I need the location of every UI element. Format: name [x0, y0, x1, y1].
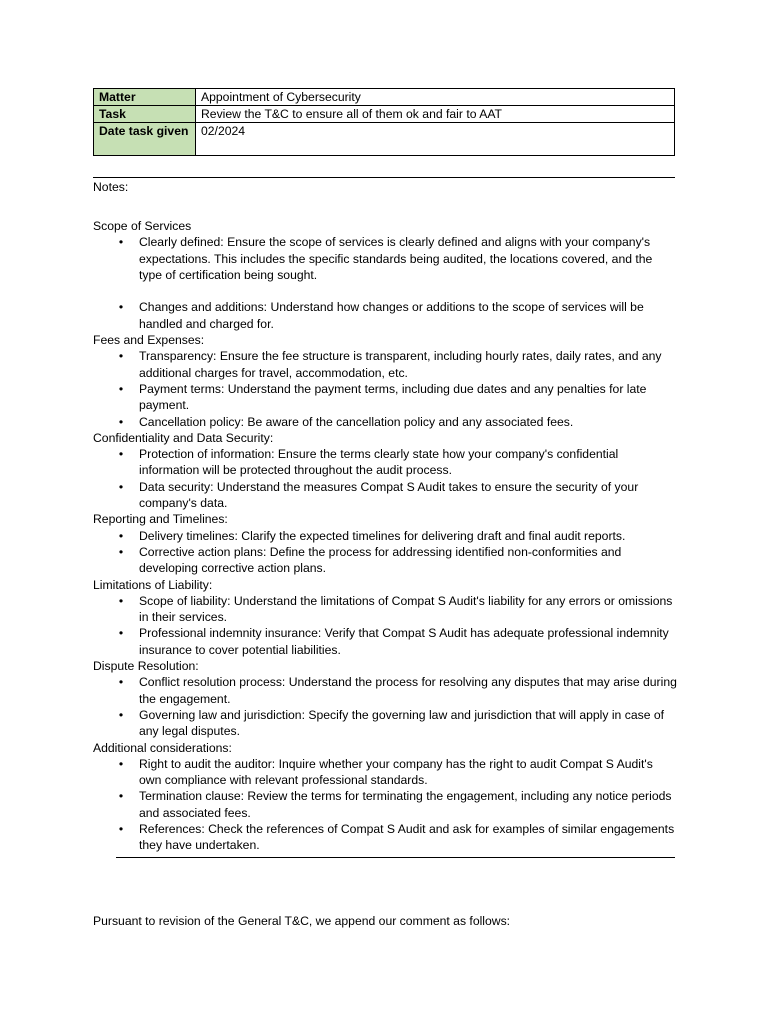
- confidentiality-list: [93, 446, 678, 511]
- list-item: • Transparency: Ensure the fee structure is transparent, including hourly rates, daily rates, and any additional charges for travel, accommodation, etc.: [139, 348, 678, 381]
- list-item: • References: Check the references of Compat S Audit and ask for examples of similar engagements they have undertaken.: [139, 821, 678, 854]
- bullet-icon: •: [118, 756, 124, 771]
- bullet-icon: •: [118, 544, 124, 559]
- task-info-table: [93, 88, 675, 156]
- list-item: • Cancellation policy: Be aware of the cancellation policy and any associated fees.: [139, 414, 678, 430]
- section-heading-dispute: Dispute Resolution:: [93, 659, 199, 674]
- reporting-list: [93, 528, 678, 577]
- table-row: [94, 89, 675, 106]
- section-heading-additional: Additional considerations:: [93, 740, 232, 755]
- scope-list-continued: [93, 299, 678, 332]
- fees-list: [93, 348, 678, 429]
- list-item: • Corrective action plans: Define the process for addressing identified non-conformities and developing corrective action plans.: [139, 544, 678, 577]
- list-item: • Termination clause: Review the terms for terminating the engagement, including any notice periods and associated fees.: [139, 788, 678, 821]
- bullet-icon: •: [118, 528, 124, 543]
- list-item: • Governing law and jurisdiction: Specify the governing law and jurisdiction that will apply in case of any legal disputes.: [139, 707, 678, 740]
- bullet-icon: •: [118, 381, 124, 396]
- bullet-icon: •: [118, 821, 124, 836]
- task-label: Task: [94, 106, 196, 123]
- notes-label: Notes:: [93, 180, 129, 194]
- section-heading-reporting: Reporting and Timelines:: [93, 512, 228, 527]
- scope-list: [93, 234, 678, 283]
- pursuant-paragraph: Pursuant to revision of the General T&C, we append our comment as follows:: [93, 914, 511, 928]
- list-item: • Protection of information: Ensure the terms clearly state how your company's confidential information will be protected throughout the audit process.: [139, 446, 678, 479]
- bullet-icon: •: [118, 479, 124, 494]
- date-task-given-label: Date task given: [94, 123, 196, 156]
- section-heading-scope: Scope of Services: [93, 219, 192, 233]
- section-heading-liability: Limitations of Liability:: [93, 577, 213, 592]
- bullet-icon: •: [118, 675, 124, 690]
- bullet-icon: •: [118, 593, 124, 608]
- task-value: Review the T&C to ensure all of them ok and fair to AAT: [196, 106, 675, 123]
- list-item: • Data security: Understand the measures Compat S Audit takes to ensure the security of your company's data.: [139, 479, 678, 512]
- spacer: [93, 283, 678, 299]
- list-item: • Conflict resolution process: Understand the process for resolving any disputes that may arise during the engagement.: [139, 674, 678, 707]
- table-row: [94, 123, 675, 156]
- additional-list: [93, 756, 678, 854]
- bullet-icon: •: [118, 447, 124, 462]
- list-item: • Delivery timelines: Clarify the expected timelines for delivering draft and final audit reports.: [139, 528, 678, 544]
- table-row: [94, 106, 675, 123]
- list-item: • Clearly defined: Ensure the scope of services is clearly defined and aligns with your company's expectations. This includes the specific standards being audited, the locations covered, and the type of certification being sought.: [139, 234, 678, 283]
- matter-value: Appointment of Cybersecurity: [196, 89, 675, 106]
- liability-list: [93, 593, 678, 658]
- list-item: • Changes and additions: Understand how changes or additions to the scope of services will be handled and charged for.: [139, 299, 678, 332]
- bullet-icon: •: [118, 626, 124, 641]
- bullet-icon: •: [118, 235, 124, 250]
- bullet-icon: •: [118, 349, 124, 364]
- bullet-icon: •: [118, 707, 124, 722]
- date-task-given-value: 02/2024: [196, 123, 675, 156]
- bullet-icon: •: [118, 789, 124, 804]
- list-item: • Right to audit the auditor: Inquire whether your company has the right to audit Compat S Audit's own compliance with relevant professional standards.: [139, 756, 678, 789]
- bullet-icon: •: [118, 300, 124, 315]
- section-heading-confidentiality: Confidentiality and Data Security:: [93, 430, 274, 445]
- list-item: • Professional indemnity insurance: Verify that Compat S Audit has adequate professional indemnity insurance to cover potential liabilities.: [139, 625, 678, 658]
- dispute-list: [93, 674, 678, 739]
- matter-label: Matter: [94, 89, 196, 106]
- bullet-icon: •: [118, 414, 124, 429]
- notes-body: [93, 218, 678, 854]
- notes-bottom-rule: [116, 857, 675, 858]
- notes-top-rule: [93, 177, 675, 178]
- list-item: • Scope of liability: Understand the limitations of Compat S Audit's liability for any errors or omissions in their services.: [139, 593, 678, 626]
- section-heading-fees: Fees and Expenses:: [93, 333, 205, 348]
- list-item: • Payment terms: Understand the payment terms, including due dates and any penalties for late payment.: [139, 381, 678, 414]
